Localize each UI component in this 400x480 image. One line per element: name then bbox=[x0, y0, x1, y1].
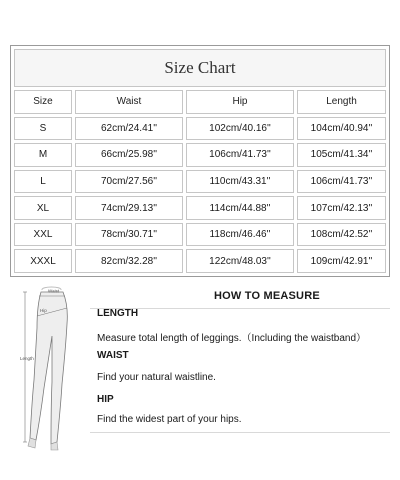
row-hip: 106cm/41.73'' bbox=[186, 143, 294, 167]
figure-waist-label: Waist bbox=[48, 288, 60, 294]
waist-description: Find your natural waistline. bbox=[97, 372, 216, 383]
row-hip: 118cm/46.46'' bbox=[186, 223, 294, 247]
waist-heading: WAIST bbox=[97, 350, 129, 361]
header-length: Length bbox=[297, 90, 386, 114]
row-length: 109cm/42.91'' bbox=[297, 249, 386, 273]
header-size: Size bbox=[14, 90, 72, 114]
row-hip: 114cm/44.88'' bbox=[186, 196, 294, 220]
row-size: XL bbox=[14, 196, 72, 220]
row-waist: 74cm/29.13'' bbox=[75, 196, 183, 220]
row-size: S bbox=[14, 117, 72, 141]
row-size: XXL bbox=[14, 223, 72, 247]
length-description: Measure total length of leggings.（Including the waistband） bbox=[97, 333, 367, 344]
row-waist: 78cm/30.71'' bbox=[75, 223, 183, 247]
hip-heading: HIP bbox=[97, 394, 114, 405]
row-hip: 122cm/48.03'' bbox=[186, 249, 294, 273]
row-size: XXXL bbox=[14, 249, 72, 273]
row-waist: 66cm/25.98'' bbox=[75, 143, 183, 167]
row-waist: 82cm/32.28'' bbox=[75, 249, 183, 273]
header-hip: Hip bbox=[186, 90, 294, 114]
length-heading: LENGTH bbox=[97, 308, 139, 319]
row-length: 108cm/42.52'' bbox=[297, 223, 386, 247]
leggings-measurement-figure bbox=[20, 284, 78, 454]
size-chart-table bbox=[10, 45, 390, 277]
row-waist: 70cm/27.56'' bbox=[75, 170, 183, 194]
figure-length-label: Length bbox=[20, 356, 34, 361]
how-to-measure-title: HOW TO MEASURE bbox=[214, 290, 320, 302]
row-waist: 62cm/24.41'' bbox=[75, 117, 183, 141]
row-size: M bbox=[14, 143, 72, 167]
row-length: 107cm/42.13'' bbox=[297, 196, 386, 220]
row-length: 104cm/40.94'' bbox=[297, 117, 386, 141]
divider bbox=[90, 432, 390, 433]
row-hip: 102cm/40.16'' bbox=[186, 117, 294, 141]
row-length: 105cm/41.34'' bbox=[297, 143, 386, 167]
figure-hip-label: Hip bbox=[40, 308, 47, 313]
row-hip: 110cm/43.31'' bbox=[186, 170, 294, 194]
row-length: 106cm/41.73'' bbox=[297, 170, 386, 194]
size-chart-title: Size Chart bbox=[14, 49, 386, 87]
row-size: L bbox=[14, 170, 72, 194]
header-waist: Waist bbox=[75, 90, 183, 114]
hip-description: Find the widest part of your hips. bbox=[97, 414, 242, 425]
